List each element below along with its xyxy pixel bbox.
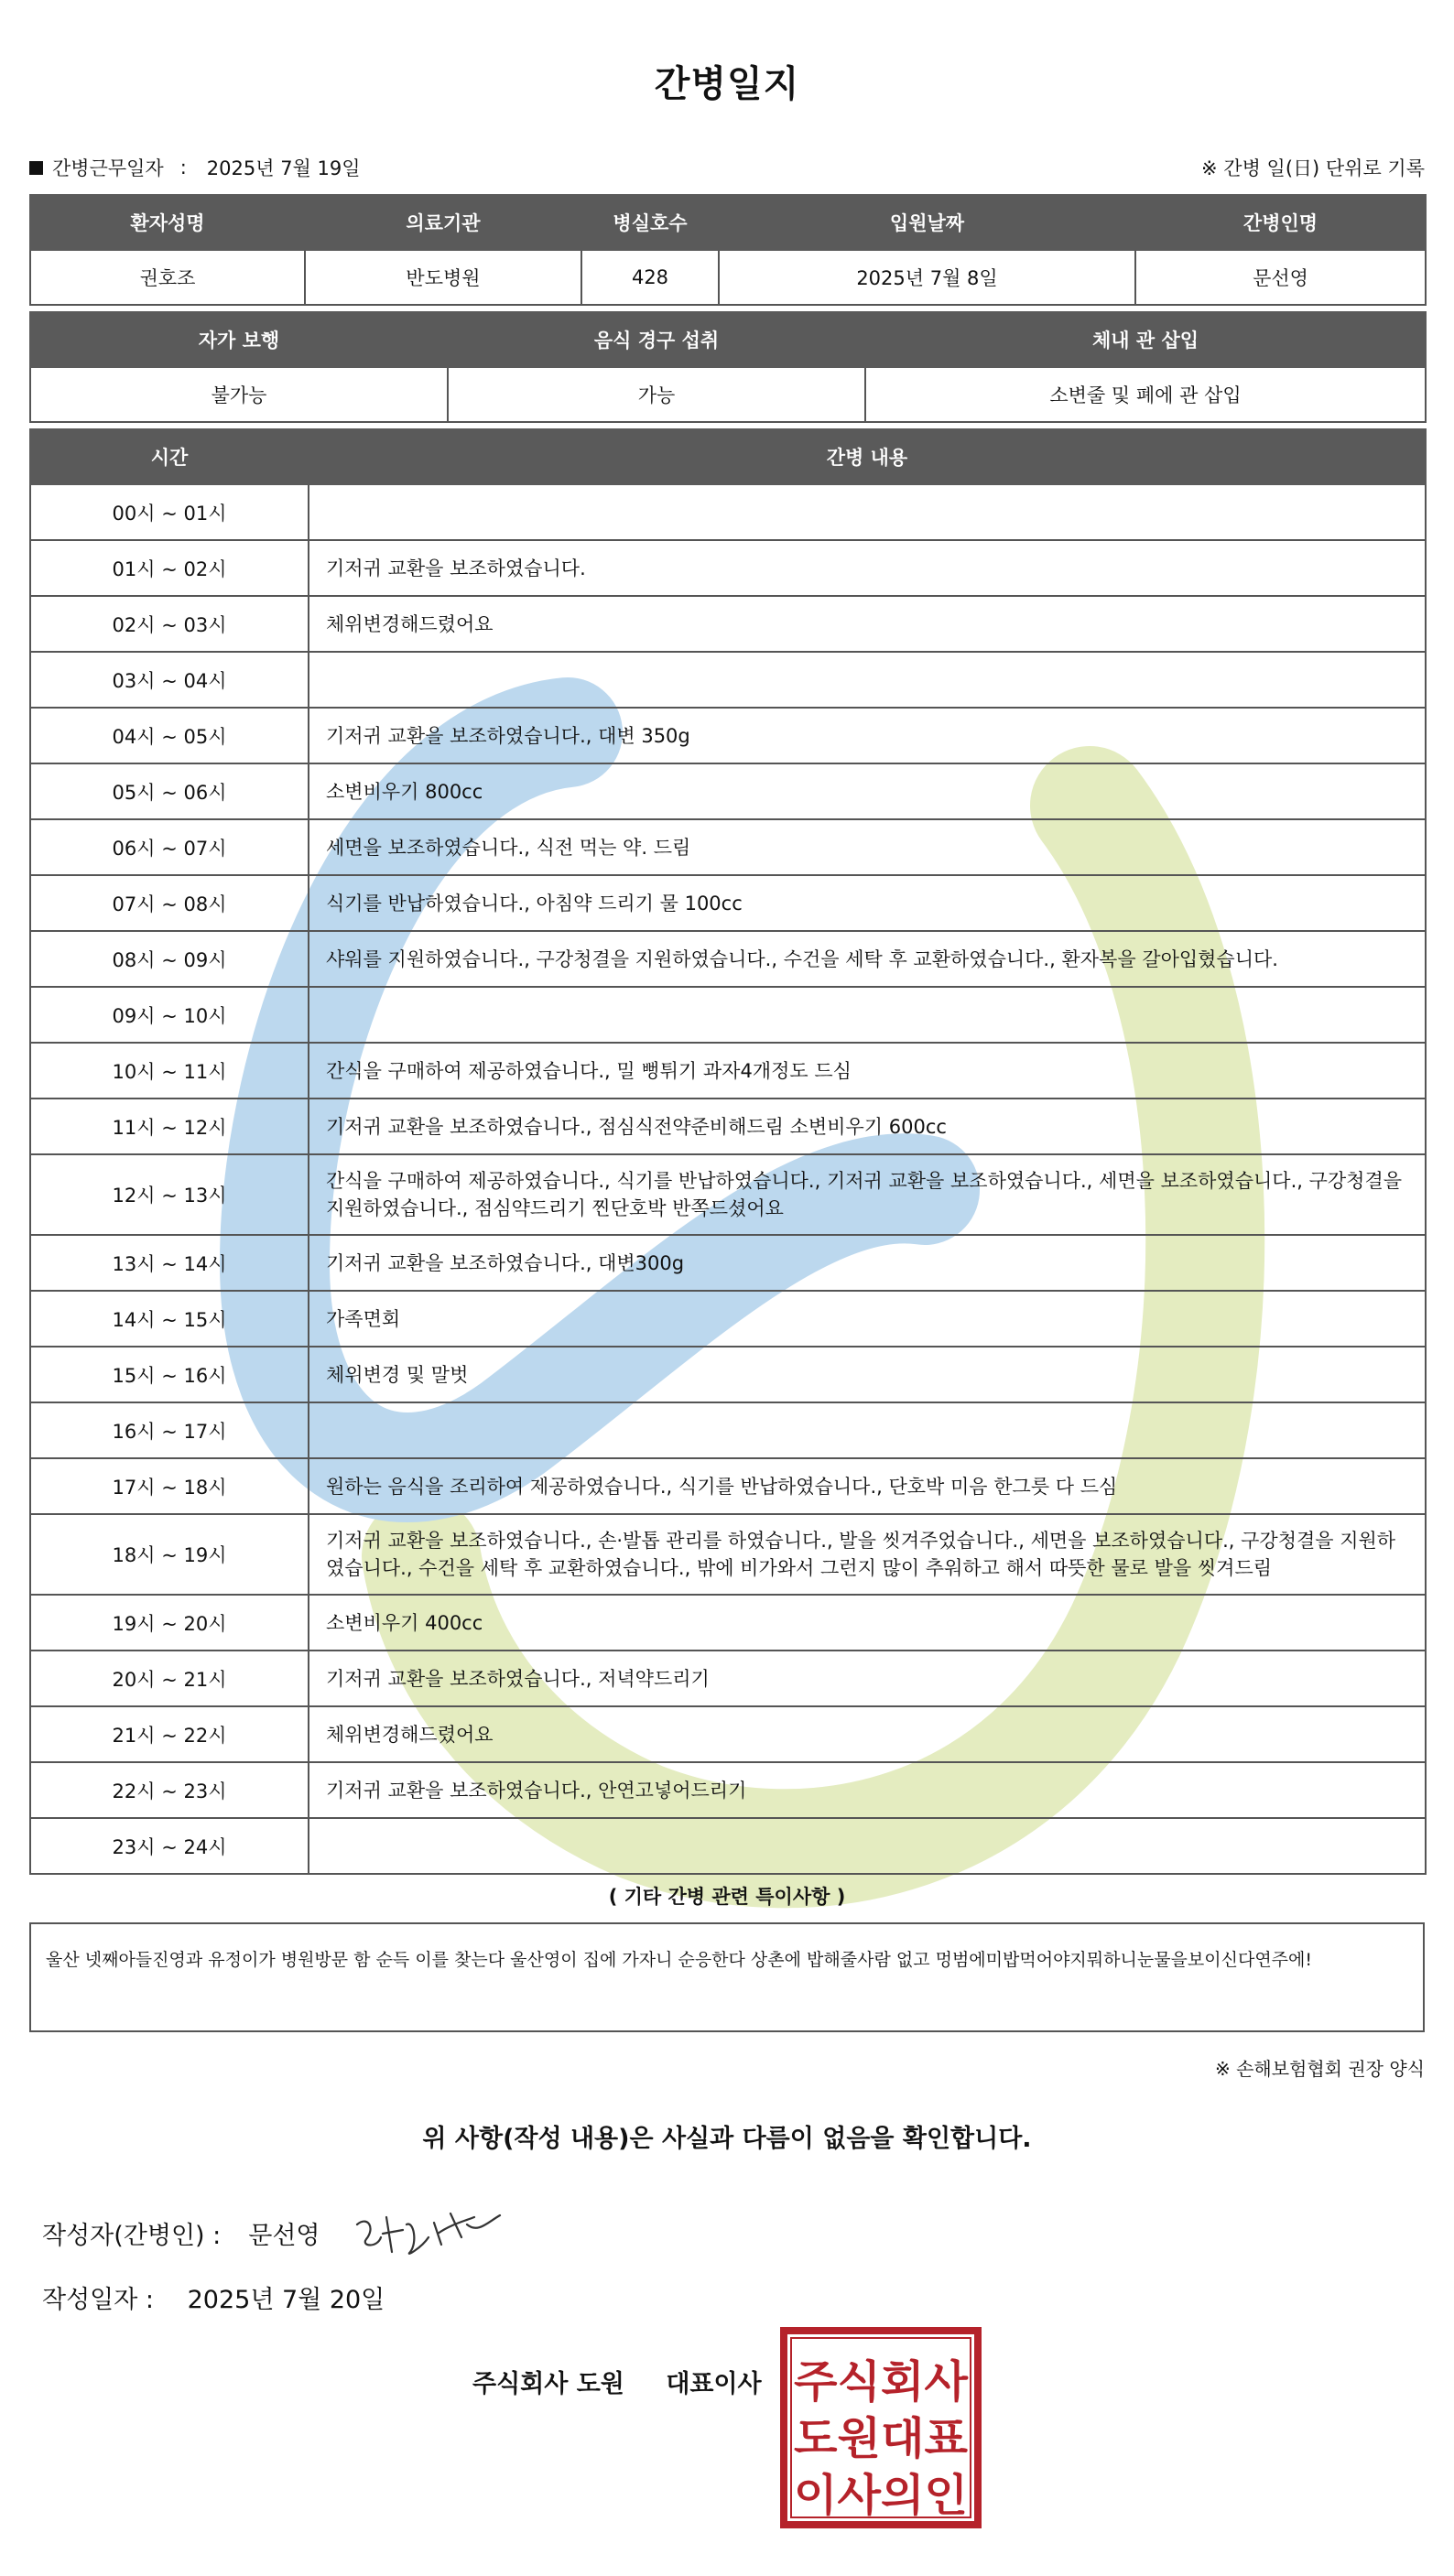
work-date-colon: : — [179, 157, 187, 179]
remarks-title: ( 기타 간병 관련 특이사항 ) — [608, 1886, 846, 1908]
bullet-square-icon — [29, 161, 43, 175]
log-time: 08시 ~ 09시 — [30, 931, 309, 987]
log-header-row — [30, 429, 1426, 484]
log-content: 기저귀 교환을 보조하였습니다., 저녁약드리기 — [309, 1651, 1426, 1706]
recommend-note: ※ 손해보험협회 권장 양식 — [1214, 2058, 1425, 2080]
log-time: 14시 ~ 15시 — [30, 1291, 309, 1347]
log-content: 샤워를 지원하였습니다., 구강청결을 지원하였습니다., 수건을 세탁 후 교환하였습니다., 환자복을 갈아입혔습니다. — [309, 931, 1426, 987]
log-row — [30, 1514, 1426, 1595]
seal-text-line: 도원대표 — [794, 2413, 969, 2464]
log-content — [309, 484, 1426, 540]
write-date-line — [42, 2279, 385, 2315]
log-content: 체위변경 및 말벗 — [309, 1347, 1426, 1402]
log-time: 12시 ~ 13시 — [30, 1154, 309, 1235]
log-time: 00시 ~ 01시 — [30, 484, 309, 540]
log-row — [30, 763, 1426, 819]
log-content — [309, 1402, 1426, 1458]
header-care-content: 간병 내용 — [309, 429, 1426, 484]
header-caregiver: 간병인명 — [1135, 195, 1426, 250]
write-date-value: 2025년 7월 20일 — [187, 2286, 385, 2314]
log-content: 간식을 구매하여 제공하였습니다., 밀 뻥튀기 과자4개정도 드심 — [309, 1043, 1426, 1099]
log-time: 02시 ~ 03시 — [30, 596, 309, 652]
log-row — [30, 1402, 1426, 1458]
log-time: 20시 ~ 21시 — [30, 1651, 309, 1706]
seal-text-line: 이사의인 — [794, 2470, 968, 2521]
log-time: 22시 ~ 23시 — [30, 1762, 309, 1818]
log-content: 기저귀 교환을 보조하였습니다., 안연고넣어드리기 — [309, 1762, 1426, 1818]
work-date-row — [29, 154, 1425, 181]
header-room: 병실호수 — [581, 195, 719, 250]
log-content — [309, 652, 1426, 708]
log-row — [30, 1706, 1426, 1762]
log-time: 06시 ~ 07시 — [30, 819, 309, 875]
log-row — [30, 875, 1426, 931]
hospital-name: 반도병원 — [305, 250, 581, 305]
tube-status: 소변줄 및 폐에 관 삽입 — [865, 367, 1426, 422]
patient-info-table — [29, 194, 1427, 306]
log-row — [30, 1235, 1426, 1291]
admission-date: 2025년 7월 8일 — [719, 250, 1135, 305]
log-content: 기저귀 교환을 보조하였습니다., 손·발톱 관리를 하였습니다., 발을 씻겨주었습니다., 세면을 보조하였습니다., 구강청결을 지원하였습니다., 수건을 세탁 후 교환하였습니다., 밖에 비가와서 그런지 많이 추워하고 해서 따뜻한 물로 발을 씻겨드림 — [309, 1514, 1426, 1595]
log-time: 03시 ~ 04시 — [30, 652, 309, 708]
confirm-statement: 위 사항(작성 내용)은 사실과 다름이 없음을 확인합니다. — [422, 2125, 1032, 2153]
log-time: 18시 ~ 19시 — [30, 1514, 309, 1595]
log-time: 09시 ~ 10시 — [30, 987, 309, 1043]
log-time: 23시 ~ 24시 — [30, 1818, 309, 1874]
log-content: 세면을 보조하였습니다., 식전 먹는 약. 드림 — [309, 819, 1426, 875]
status-header-row — [30, 312, 1426, 367]
log-content: 체위변경해드렸어요 — [309, 596, 1426, 652]
company-ceo-title: 대표이사 — [666, 2370, 762, 2398]
log-content: 체위변경해드렸어요 — [309, 1706, 1426, 1762]
log-time: 04시 ~ 05시 — [30, 708, 309, 763]
room-number: 428 — [581, 250, 719, 305]
log-body — [30, 484, 1426, 1874]
header-tube: 체내 관 삽입 — [865, 312, 1426, 367]
remarks-box: 울산 넷째아들진영과 유정이가 병원방문 함 순득 이를 찾는다 울산영이 집에 가자니 순응한다 상촌에 밥해줄사람 없고 멍범에미밥먹어야지뭐하니눈물을보이신다연주에! — [29, 1922, 1425, 2032]
log-row — [30, 1595, 1426, 1651]
log-time: 16시 ~ 17시 — [30, 1402, 309, 1458]
log-row — [30, 1651, 1426, 1706]
log-time: 15시 ~ 16시 — [30, 1347, 309, 1402]
log-content: 가족면회 — [309, 1291, 1426, 1347]
company-name: 주식회사 도원 — [472, 2370, 624, 2398]
patient-status-table — [29, 311, 1427, 423]
log-row — [30, 819, 1426, 875]
log-content: 원하는 음식을 조리하여 제공하였습니다., 식기를 반납하였습니다., 단호박 미음 한그릇 다 드심 — [309, 1458, 1426, 1514]
log-row — [30, 484, 1426, 540]
log-content: 소변비우기 400cc — [309, 1595, 1426, 1651]
log-time: 13시 ~ 14시 — [30, 1235, 309, 1291]
log-row — [30, 1818, 1426, 1874]
writer-line — [42, 2215, 320, 2251]
unit-note: ※ 간병 일(日) 단위로 기록 — [1201, 157, 1425, 179]
log-row — [30, 1458, 1426, 1514]
seal-text-line: 주식회사 — [794, 2356, 969, 2408]
log-row — [30, 1762, 1426, 1818]
log-content: 식기를 반납하였습니다., 아침약 드리기 물 100cc — [309, 875, 1426, 931]
writer-name: 문선영 — [248, 2222, 320, 2250]
log-time: 07시 ~ 08시 — [30, 875, 309, 931]
log-row — [30, 1347, 1426, 1402]
log-row — [30, 540, 1426, 596]
log-time: 19시 ~ 20시 — [30, 1595, 309, 1651]
oral-intake-status: 가능 — [448, 367, 865, 422]
work-date-label: 간병근무일자 — [52, 157, 164, 179]
log-content — [309, 1818, 1426, 1874]
header-hospital: 의료기관 — [305, 195, 581, 250]
status-value-row — [30, 367, 1426, 422]
log-content: 소변비우기 800cc — [309, 763, 1426, 819]
log-content: 간식을 구매하여 제공하였습니다., 식기를 반납하였습니다., 기저귀 교환을 보조하였습니다., 세면을 보조하였습니다., 구강청결을 지원하였습니다., 점심약드리기 찐단호박 반쪽드셨어요 — [309, 1154, 1426, 1235]
log-content: 기저귀 교환을 보조하였습니다., 점심식전약준비해드림 소변비우기 600cc — [309, 1099, 1426, 1154]
work-date-value: 2025년 7월 19일 — [206, 157, 361, 179]
page-title: 간병일지 — [654, 63, 800, 105]
log-row — [30, 987, 1426, 1043]
log-row — [30, 708, 1426, 763]
log-row — [30, 931, 1426, 987]
log-content: 기저귀 교환을 보조하였습니다. — [309, 540, 1426, 596]
header-patient-name: 환자성명 — [30, 195, 305, 250]
handwritten-signature — [350, 2197, 505, 2279]
caregiver-name: 문선영 — [1135, 250, 1426, 305]
log-row — [30, 1154, 1426, 1235]
care-log-table — [29, 428, 1427, 1875]
writer-label: 작성자(간병인) : — [42, 2222, 222, 2250]
log-time: 05시 ~ 06시 — [30, 763, 309, 819]
log-time: 01시 ~ 02시 — [30, 540, 309, 596]
write-date-label: 작성일자 : — [42, 2286, 155, 2314]
header-time: 시간 — [30, 429, 309, 484]
patient-header-row — [30, 195, 1426, 250]
patient-name: 권호조 — [30, 250, 305, 305]
patient-value-row — [30, 250, 1426, 305]
company-seal-stamp — [778, 2325, 983, 2530]
log-row — [30, 652, 1426, 708]
log-time: 21시 ~ 22시 — [30, 1706, 309, 1762]
header-oral-intake: 음식 경구 섭취 — [448, 312, 865, 367]
log-time: 17시 ~ 18시 — [30, 1458, 309, 1514]
log-row — [30, 1291, 1426, 1347]
log-content — [309, 987, 1426, 1043]
header-admission-date: 입원날짜 — [719, 195, 1135, 250]
log-row — [30, 1099, 1426, 1154]
log-content: 기저귀 교환을 보조하였습니다., 대변 350g — [309, 708, 1426, 763]
log-row — [30, 596, 1426, 652]
work-date — [29, 154, 361, 181]
company-line — [472, 2364, 762, 2399]
log-content: 기저귀 교환을 보조하였습니다., 대변300g — [309, 1235, 1426, 1291]
log-time: 11시 ~ 12시 — [30, 1099, 309, 1154]
walking-status: 불가능 — [30, 367, 448, 422]
log-row — [30, 1043, 1426, 1099]
log-time: 10시 ~ 11시 — [30, 1043, 309, 1099]
header-walking: 자가 보행 — [30, 312, 448, 367]
